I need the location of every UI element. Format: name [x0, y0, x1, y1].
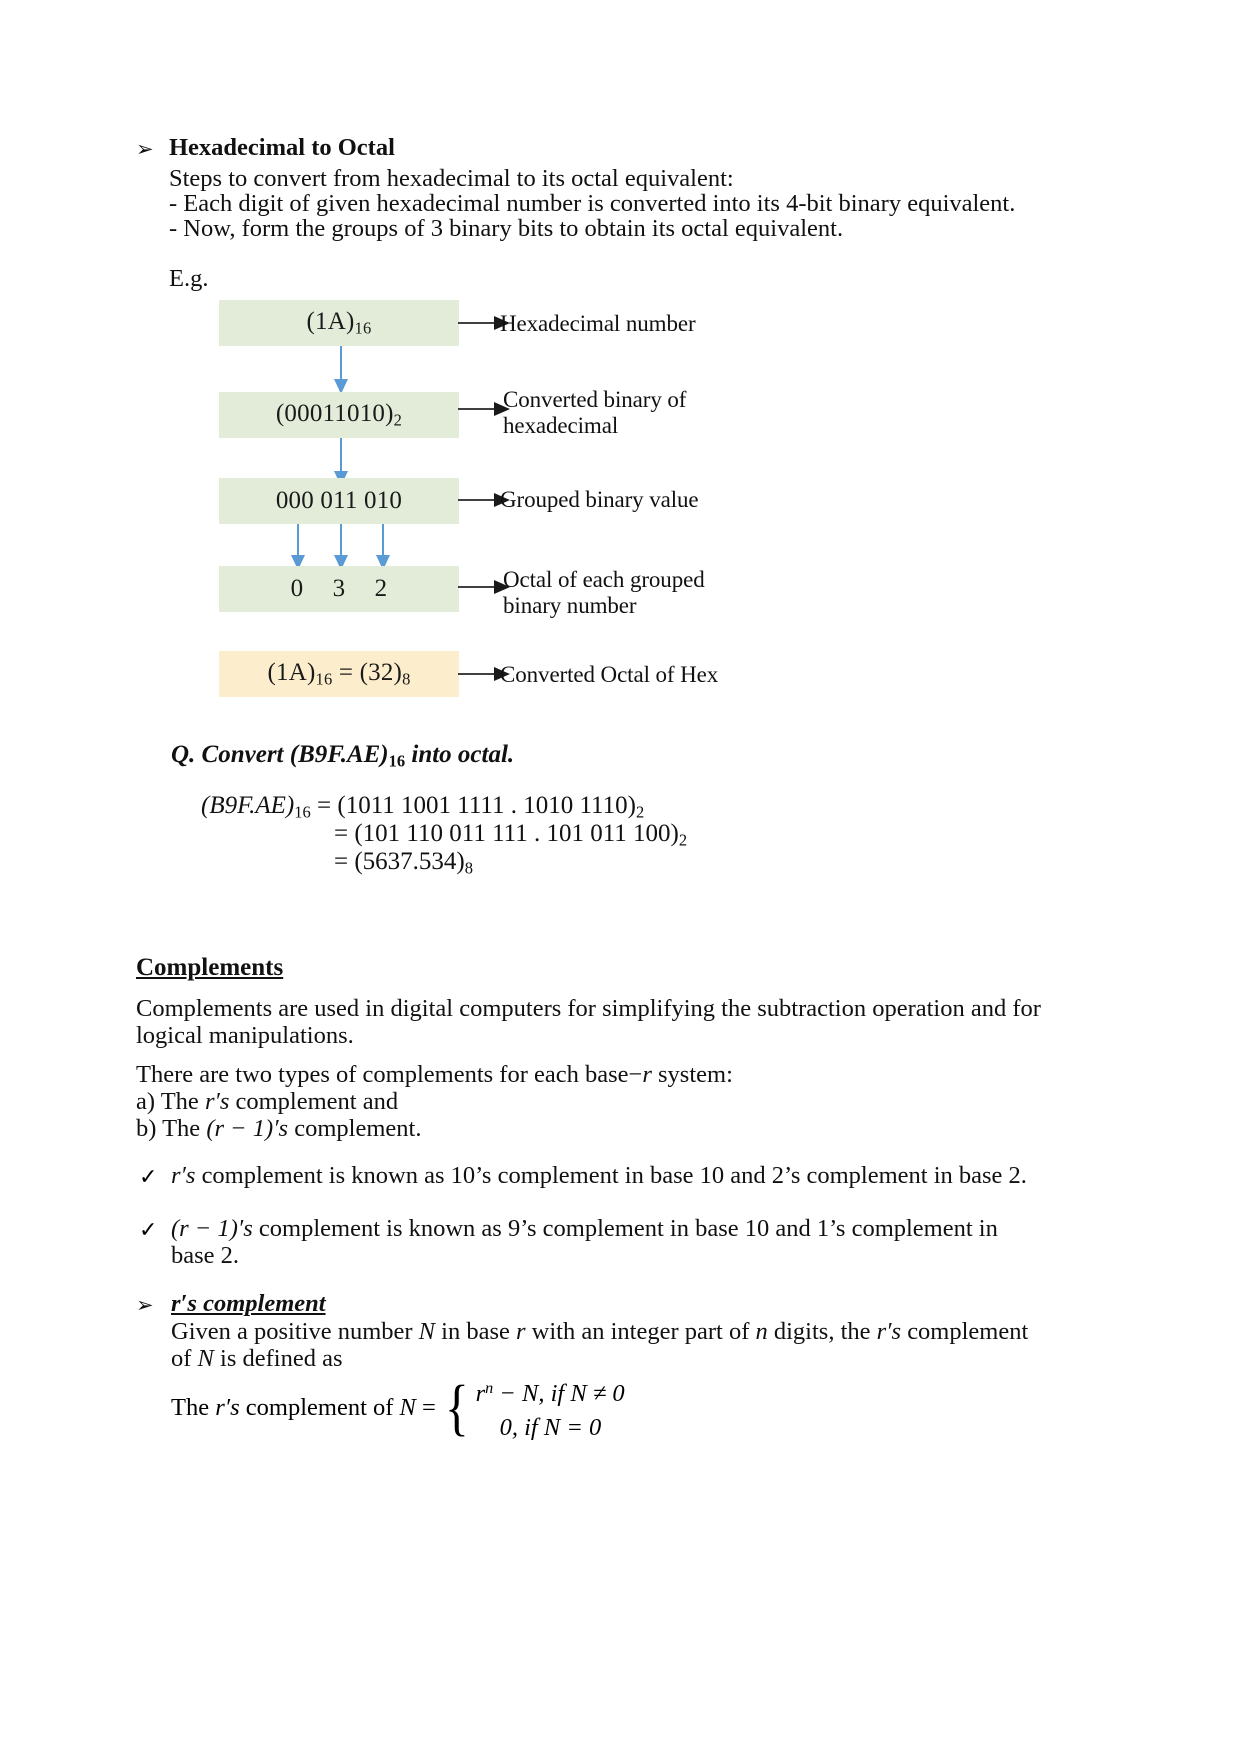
item-b-variable: (r − 1)′s [206, 1115, 289, 1142]
checkmark-icon: ✓ [139, 1217, 158, 1242]
diagram-box-binary [219, 392, 459, 438]
formula-lead-a: The [171, 1394, 216, 1422]
solution-relation: = [334, 848, 349, 875]
def-l1-e: complement [901, 1318, 1029, 1345]
formula-lead-N: N [399, 1394, 416, 1422]
diagram-box-value [276, 575, 402, 603]
diagram-box-value: 000 011 010 [275, 487, 403, 514]
solution-line-3 [334, 846, 473, 884]
item-b-post: complement. [288, 1115, 422, 1142]
case-2-text: 0, if N = 0 [499, 1413, 602, 1441]
def-l2-N: N [197, 1345, 214, 1372]
diagram-arrow-down-icon [329, 524, 353, 572]
diagram-box-result [219, 651, 459, 697]
types-intro-dash: − [628, 1061, 643, 1088]
solution-value: (5637.534) [354, 848, 465, 875]
solution-lhs: (B9F.AE) [201, 792, 295, 819]
octal-digit: 0 [290, 575, 304, 602]
diagram-box-hexadecimal [219, 300, 459, 346]
diagram-label-grouped-binary-value: Grouped binary value [500, 487, 699, 512]
def-l2-a: of [171, 1345, 198, 1372]
solution-value-subscript: 8 [464, 858, 474, 878]
solution-relation: = [334, 820, 349, 847]
complements-paragraph-line1: Complements are used in digital computers for simplifying the subtraction operation and for [136, 995, 1041, 1022]
complements-check-item-2-line2: base 2. [171, 1242, 240, 1269]
question-expression: (B9F.AE) [289, 741, 389, 768]
check-2-text: complement is known as 9’s complement in base 10 and 1’s complement in [252, 1215, 998, 1242]
diagram-label-converted-binary-line1: Converted binary of [503, 387, 687, 412]
item-b-pre: b) The [136, 1115, 207, 1142]
heading-hexadecimal-to-octal: Hexadecimal to Octal [169, 134, 395, 161]
def-l1-d: digits, the [767, 1318, 877, 1345]
question-line [171, 739, 514, 777]
diagram-arrow-down-icon [286, 524, 310, 572]
formula-lead [171, 1394, 436, 1422]
check-1-variable: r′s [171, 1162, 196, 1189]
def-l1-N: N [418, 1318, 436, 1345]
solution-value-subscript: 2 [678, 830, 688, 850]
rs-complement-formula [171, 1372, 625, 1445]
complements-paragraph-line2: logical manipulations. [136, 1022, 354, 1049]
item-a-variable: r′s [204, 1088, 230, 1115]
diagram-box-value: $(1A)_{16} = (32)_8$ [267, 658, 411, 689]
question-suffix: into octal. [405, 741, 515, 768]
types-intro-post: system: [651, 1061, 733, 1088]
diagram-arrow-down-icon [329, 346, 353, 396]
formula-lead-rs: r′s [215, 1394, 240, 1422]
heading-rs-complement: r′s complement [171, 1290, 326, 1317]
diagram-label-octal-of-each-line2: binary number [503, 593, 637, 618]
def-l2-b: is defined as [213, 1345, 343, 1372]
diagram-label-converted-binary-line2: hexadecimal [503, 413, 619, 438]
def-l1-a: Given a positive number [171, 1318, 419, 1345]
intro-text: Steps to convert from hexadecimal to its octal equivalent: [169, 165, 734, 192]
octal-digit: 3 [332, 575, 346, 602]
step-item: - Each digit of given hexadecimal number is converted into its 4-bit binary equivalent. [169, 190, 1016, 217]
rs-definition-line2 [171, 1343, 342, 1374]
types-intro-pre: There are two types of complements for each base [136, 1061, 629, 1088]
case-1-base: r [475, 1379, 486, 1407]
case-1-rest: − N, if N ≠ 0 [493, 1379, 625, 1407]
diagram-label-hexadecimal-number: Hexadecimal number [500, 311, 696, 336]
def-l1-c: with an integer part of [525, 1318, 756, 1345]
solution-relation: = [317, 792, 332, 819]
def-l1-r: r [515, 1318, 526, 1345]
solution-value: (101 110 011 111 . 101 011 100) [354, 820, 679, 847]
formula-case-2 [476, 1411, 625, 1445]
formula-equals: = [415, 1394, 436, 1422]
item-a-pre: a) The [136, 1088, 205, 1115]
question-prefix: Q. Convert [171, 741, 290, 768]
complements-item-b [136, 1113, 421, 1144]
diagram-label-octal-of-each-line1: Octal of each grouped [503, 567, 705, 592]
diagram-box-value: $(00011010)_2$ [275, 399, 403, 430]
check-1-text: complement is known as 10’s complement in base 10 and 2’s complement in base 2. [195, 1162, 1027, 1189]
diagram-box-value: $(1A)_{16}$ [306, 307, 372, 338]
diagram-box-grouped-binary [219, 478, 459, 524]
arrow-bullet-icon: ➢ [136, 137, 154, 161]
case-1-exponent: n [485, 1380, 494, 1397]
question-expression-subscript: 16 [388, 751, 406, 771]
formula-lead-b: complement of [239, 1394, 400, 1422]
complements-check-item-1 [171, 1160, 1027, 1191]
arrow-bullet-icon: ➢ [136, 1293, 154, 1317]
complements-check-item-2 [171, 1213, 998, 1244]
diagram-box-octal-digits [219, 566, 459, 612]
solution-lhs-subscript: 16 [294, 802, 311, 822]
solution-value-subscript: 2 [635, 802, 645, 822]
types-intro-variable: r [642, 1061, 652, 1088]
def-l1-rs: r′s [876, 1318, 902, 1345]
diagram-label-converted-octal-of-hex: Converted Octal of Hex [500, 662, 719, 687]
item-a-post: complement and [229, 1088, 399, 1115]
diagram-arrow-down-icon [371, 524, 395, 572]
step-item: - Now, form the groups of 3 binary bits to obtain its octal equivalent. [169, 215, 844, 242]
heading-complements: Complements [136, 954, 284, 981]
def-l1-n: n [755, 1318, 768, 1345]
checkmark-icon: ✓ [139, 1164, 158, 1189]
example-label: E.g. [169, 265, 209, 292]
solution-value: (1011 1001 1111 . 1010 1110) [337, 792, 636, 819]
brace-icon: { [444, 1373, 469, 1442]
check-2-variable: (r − 1)′s [171, 1215, 253, 1242]
octal-digit: 2 [374, 575, 388, 602]
def-l1-b: in base [435, 1318, 516, 1345]
formula-case-1 [476, 1372, 625, 1411]
formula-cases [476, 1372, 625, 1445]
